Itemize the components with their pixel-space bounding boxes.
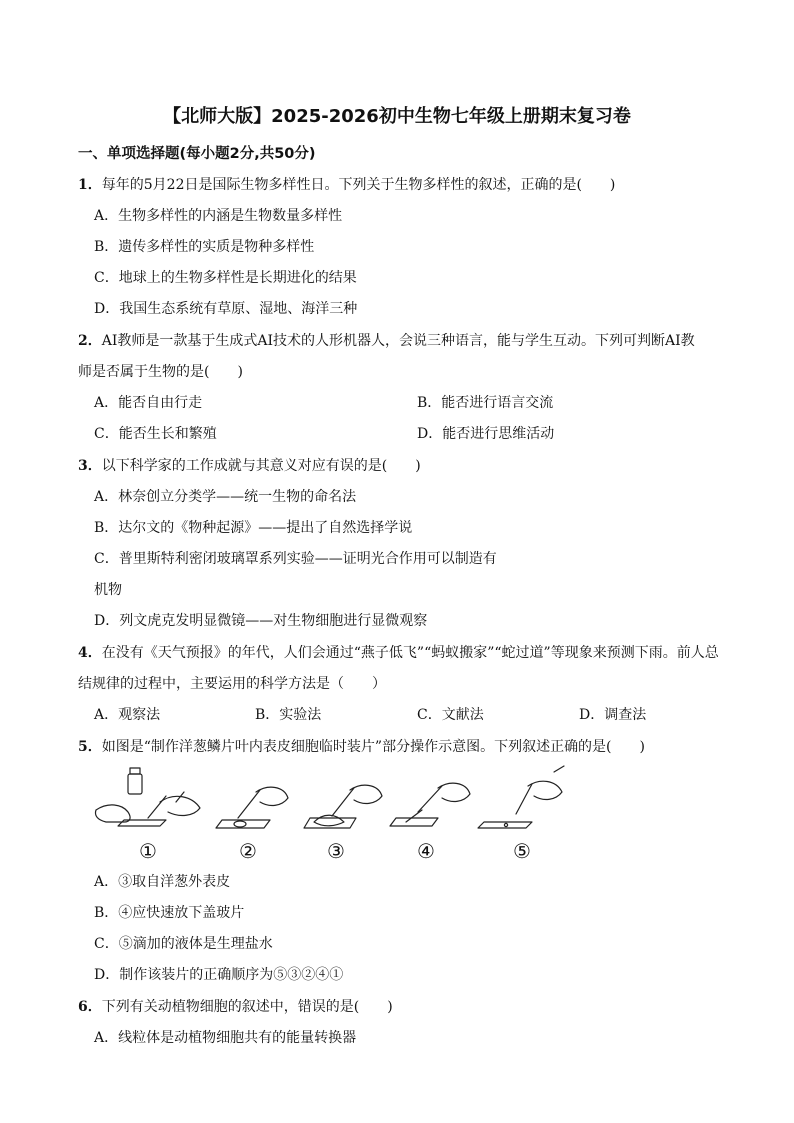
step-label-4: ④ (417, 839, 435, 863)
question-5 (78, 737, 645, 757)
q6-option-a: A．线粒体是动植物细胞共有的能量转换器 (94, 1030, 357, 1046)
step-label-2: ② (239, 839, 257, 863)
question-stem: AI教师是一款基于生成式AI技术的人形机器人，会说三种语言，能与学生互动。下列可判断AI教 (101, 333, 695, 349)
q1-option-b: B．遗传多样性的实质是物种多样性 (94, 239, 315, 255)
question-number: 4． (78, 645, 102, 661)
question-2-stem-cont: 师是否属于生物的是( ) (78, 364, 243, 380)
question-stem: 以下科学家的工作成就与其意义对应有误的是( ) (101, 458, 421, 474)
q1-option-a: A．生物多样性的内涵是生物数量多样性 (94, 208, 343, 224)
question-1 (78, 175, 615, 195)
question-number: 2． (78, 333, 102, 349)
page-title: 【北师大版】2025-2026初中生物七年级上册期末复习卷 (163, 106, 631, 127)
question-4-stem-cont: 结规律的过程中，主要运用的科学方法是（ ） (78, 676, 386, 692)
q2-option-b: B．能否进行语言交流 (417, 395, 554, 411)
step-label-3: ③ (327, 839, 345, 863)
q3-option-b: B．达尔文的《物种起源》——提出了自然选择学说 (94, 520, 413, 536)
question-6 (78, 997, 393, 1017)
question-stem: 下列有关动植物细胞的叙述中，错误的是( ) (101, 999, 393, 1015)
q1-option-c: C．地球上的生物多样性是长期进化的结果 (94, 270, 357, 286)
q2-option-c: C．能否生长和繁殖 (94, 426, 217, 442)
question-stem: 如图是“制作洋葱鳞片叶内表皮细胞临时装片”部分操作示意图。下列叙述正确的是( ) (101, 739, 645, 755)
question-2 (78, 331, 695, 351)
question-4 (78, 643, 719, 663)
q3-option-a: A．林奈创立分类学——统一生物的命名法 (94, 489, 357, 505)
procedure-illustration (88, 762, 588, 864)
q4-option-a: A．观察法 (94, 707, 161, 723)
q5-option-b: B．④应快速放下盖玻片 (94, 905, 245, 921)
q4-option-b: B．实验法 (255, 707, 322, 723)
question-number: 3． (78, 458, 102, 474)
question-number: 6． (78, 999, 102, 1015)
slide-preparation-figure (88, 762, 588, 864)
q1-option-d: D．我国生态系统有草原、湿地、海洋三种 (94, 301, 358, 317)
section-heading: 一、单项选择题(每小题2分,共50分) (78, 146, 316, 162)
question-stem: 在没有《天气预报》的年代，人们会通过“燕子低飞”“蚂蚁搬家”“蛇过道”等现象来预测下雨。前人总 (101, 645, 719, 661)
q4-option-c: C．文献法 (417, 707, 484, 723)
step-label-5: ⑤ (513, 839, 531, 863)
step-label-1: ① (139, 839, 157, 863)
q3-option-c: C．普里斯特利密闭玻璃罩系列实验——证明光合作用可以制造有 (94, 551, 497, 567)
q5-option-d: D．制作该装片的正确顺序为⑤③②④① (94, 967, 344, 983)
q4-option-d: D．调查法 (579, 707, 647, 723)
question-number: 5． (78, 739, 102, 755)
q5-option-c: C．⑤滴加的液体是生理盐水 (94, 936, 273, 952)
question-3 (78, 456, 421, 476)
q2-option-d: D．能否进行思维活动 (417, 426, 555, 442)
question-number: 1． (78, 177, 102, 193)
question-stem: 每年的5月22日是国际生物多样性日。下列关于生物多样性的叙述，正确的是( ) (101, 177, 616, 193)
q2-option-a: A．能否自由行走 (94, 395, 203, 411)
q5-option-a: A．③取自洋葱外表皮 (94, 874, 231, 890)
q3-option-c-cont: 机物 (94, 582, 122, 598)
q3-option-d: D．列文虎克发明显微镜——对生物细胞进行显微观察 (94, 613, 428, 629)
